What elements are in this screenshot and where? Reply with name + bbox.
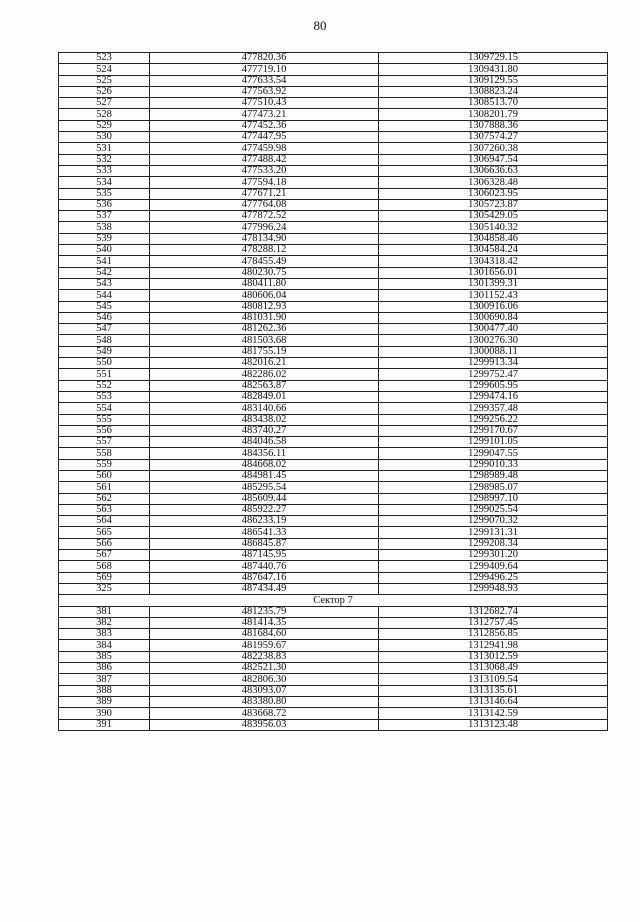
point-number-cell: 529 <box>59 120 150 131</box>
table-row <box>59 527 608 538</box>
y-coordinate-cell: 1306023.95 <box>379 188 608 199</box>
y-coordinate-cell: 1301399.31 <box>379 278 608 289</box>
table-row <box>59 561 608 572</box>
y-coordinate-cell: 1307888.36 <box>379 120 608 131</box>
point-number-cell: 387 <box>59 674 150 685</box>
y-coordinate-cell: 1307574.27 <box>379 132 608 143</box>
table-row <box>59 414 608 425</box>
x-coordinate-cell: 481414.35 <box>150 617 379 628</box>
point-number-cell: 382 <box>59 617 150 628</box>
table-row <box>59 470 608 481</box>
table-row <box>59 346 608 357</box>
point-number-cell: 533 <box>59 165 150 176</box>
point-number-cell: 563 <box>59 504 150 515</box>
y-coordinate-cell: 1300916.06 <box>379 301 608 312</box>
table-row <box>59 358 608 369</box>
point-number-cell: 381 <box>59 606 150 617</box>
point-number-cell: 539 <box>59 233 150 244</box>
point-number-cell: 566 <box>59 538 150 549</box>
point-number-cell: 562 <box>59 493 150 504</box>
y-coordinate-cell: 1313109.54 <box>379 674 608 685</box>
x-coordinate-cell: 477594.18 <box>150 177 379 188</box>
point-number-cell: 567 <box>59 550 150 561</box>
x-coordinate-cell: 484668.02 <box>150 459 379 470</box>
table-row <box>59 459 608 470</box>
table-row <box>59 312 608 323</box>
point-number-cell: 543 <box>59 278 150 289</box>
point-number-cell: 383 <box>59 629 150 640</box>
y-coordinate-cell: 1300477.40 <box>379 324 608 335</box>
table-row <box>59 278 608 289</box>
point-number-cell: 531 <box>59 143 150 154</box>
point-number-cell: 554 <box>59 403 150 414</box>
x-coordinate-cell: 477447.95 <box>150 132 379 143</box>
table-row <box>59 98 608 109</box>
x-coordinate-cell: 477473.21 <box>150 109 379 120</box>
x-coordinate-cell: 477820.36 <box>150 53 379 64</box>
coordinates-table <box>58 52 608 731</box>
table-row <box>59 120 608 131</box>
table-row <box>59 651 608 662</box>
point-number-cell: 523 <box>59 53 150 64</box>
x-coordinate-cell: 486541.33 <box>150 527 379 538</box>
x-coordinate-cell: 482849.01 <box>150 391 379 402</box>
x-coordinate-cell: 482521.30 <box>150 663 379 674</box>
y-coordinate-cell: 1298989.48 <box>379 470 608 481</box>
point-number-cell: 525 <box>59 75 150 86</box>
point-number-cell: 526 <box>59 86 150 97</box>
x-coordinate-cell: 477872.52 <box>150 211 379 222</box>
point-number-cell: 384 <box>59 640 150 651</box>
table-row <box>59 211 608 222</box>
y-coordinate-cell: 1305723.87 <box>379 199 608 210</box>
y-coordinate-cell: 1300276.30 <box>379 335 608 346</box>
x-coordinate-cell: 477996.24 <box>150 222 379 233</box>
point-number-cell: 530 <box>59 132 150 143</box>
x-coordinate-cell: 487434.49 <box>150 583 379 594</box>
y-coordinate-cell: 1312941.98 <box>379 640 608 651</box>
y-coordinate-cell: 1299752.47 <box>379 369 608 380</box>
point-number-cell: 561 <box>59 482 150 493</box>
table-row <box>59 245 608 256</box>
table-row <box>59 324 608 335</box>
table-row <box>59 109 608 120</box>
table-row <box>59 696 608 707</box>
y-coordinate-cell: 1313135.61 <box>379 685 608 696</box>
y-coordinate-cell: 1299474.16 <box>379 391 608 402</box>
y-coordinate-cell: 1309729.15 <box>379 53 608 64</box>
y-coordinate-cell: 1299170.67 <box>379 425 608 436</box>
section-title: Сектор 7 <box>59 595 608 606</box>
page-number: 80 <box>313 18 327 33</box>
point-number-cell: 552 <box>59 380 150 391</box>
table-row <box>59 75 608 86</box>
x-coordinate-cell: 482286.02 <box>150 369 379 380</box>
table-row <box>59 437 608 448</box>
y-coordinate-cell: 1313123.48 <box>379 719 608 730</box>
x-coordinate-cell: 481684.60 <box>150 629 379 640</box>
table-row <box>59 369 608 380</box>
x-coordinate-cell: 481755.19 <box>150 346 379 357</box>
x-coordinate-cell: 477452.36 <box>150 120 379 131</box>
point-number-cell: 551 <box>59 369 150 380</box>
y-coordinate-cell: 1300690.84 <box>379 312 608 323</box>
y-coordinate-cell: 1301656.01 <box>379 267 608 278</box>
x-coordinate-cell: 483956.03 <box>150 719 379 730</box>
y-coordinate-cell: 1299409.64 <box>379 561 608 572</box>
x-coordinate-cell: 478288.12 <box>150 245 379 256</box>
x-coordinate-cell: 477764.08 <box>150 199 379 210</box>
table-row <box>59 572 608 583</box>
y-coordinate-cell: 1308823.24 <box>379 86 608 97</box>
x-coordinate-cell: 477719.10 <box>150 64 379 75</box>
table-row <box>59 640 608 651</box>
x-coordinate-cell: 484046.58 <box>150 437 379 448</box>
x-coordinate-cell: 480230.75 <box>150 267 379 278</box>
table-row <box>59 335 608 346</box>
y-coordinate-cell: 1312757.45 <box>379 617 608 628</box>
x-coordinate-cell: 481959.67 <box>150 640 379 651</box>
point-number-cell: 556 <box>59 425 150 436</box>
table-row <box>59 256 608 267</box>
point-number-cell: 555 <box>59 414 150 425</box>
point-number-cell: 546 <box>59 312 150 323</box>
point-number-cell: 528 <box>59 109 150 120</box>
y-coordinate-cell: 1299208.34 <box>379 538 608 549</box>
y-coordinate-cell: 1309431.80 <box>379 64 608 75</box>
point-number-cell: 389 <box>59 696 150 707</box>
x-coordinate-cell: 478134.90 <box>150 233 379 244</box>
y-coordinate-cell: 1313146.64 <box>379 696 608 707</box>
x-coordinate-cell: 483093.07 <box>150 685 379 696</box>
table-row <box>59 493 608 504</box>
x-coordinate-cell: 481262.36 <box>150 324 379 335</box>
y-coordinate-cell: 1307260.38 <box>379 143 608 154</box>
table-row <box>59 516 608 527</box>
y-coordinate-cell: 1299357.48 <box>379 403 608 414</box>
table-row <box>59 165 608 176</box>
table-row <box>59 290 608 301</box>
table-row <box>59 504 608 515</box>
point-number-cell: 541 <box>59 256 150 267</box>
table-row <box>59 222 608 233</box>
point-number-cell: 325 <box>59 583 150 594</box>
point-number-cell: 569 <box>59 572 150 583</box>
x-coordinate-cell: 482016.21 <box>150 358 379 369</box>
table-row <box>59 188 608 199</box>
point-number-cell: 560 <box>59 470 150 481</box>
y-coordinate-cell: 1304584.24 <box>379 245 608 256</box>
point-number-cell: 550 <box>59 358 150 369</box>
y-coordinate-cell: 1299070.32 <box>379 516 608 527</box>
table-row <box>59 267 608 278</box>
y-coordinate-cell: 1299948.93 <box>379 583 608 594</box>
y-coordinate-cell: 1299913.34 <box>379 358 608 369</box>
table-row <box>59 86 608 97</box>
y-coordinate-cell: 1299101.05 <box>379 437 608 448</box>
y-coordinate-cell: 1305140.32 <box>379 222 608 233</box>
x-coordinate-cell: 480812.93 <box>150 301 379 312</box>
y-coordinate-cell: 1299605.95 <box>379 380 608 391</box>
x-coordinate-cell: 477533.20 <box>150 165 379 176</box>
x-coordinate-cell: 477671.21 <box>150 188 379 199</box>
x-coordinate-cell: 477510.43 <box>150 98 379 109</box>
table-row <box>59 53 608 64</box>
table-row <box>59 538 608 549</box>
table-row <box>59 301 608 312</box>
y-coordinate-cell: 1299025.54 <box>379 504 608 515</box>
point-number-cell: 540 <box>59 245 150 256</box>
point-number-cell: 564 <box>59 516 150 527</box>
point-number-cell: 524 <box>59 64 150 75</box>
y-coordinate-cell: 1308201.79 <box>379 109 608 120</box>
point-number-cell: 536 <box>59 199 150 210</box>
x-coordinate-cell: 481031.90 <box>150 312 379 323</box>
table-row <box>59 482 608 493</box>
table-row <box>59 617 608 628</box>
x-coordinate-cell: 481235.79 <box>150 606 379 617</box>
point-number-cell: 558 <box>59 448 150 459</box>
table-row <box>59 143 608 154</box>
table-row <box>59 380 608 391</box>
point-number-cell: 537 <box>59 211 150 222</box>
y-coordinate-cell: 1304858.46 <box>379 233 608 244</box>
table-row <box>59 132 608 143</box>
table-row <box>59 403 608 414</box>
table-row <box>59 391 608 402</box>
x-coordinate-cell: 485922.27 <box>150 504 379 515</box>
x-coordinate-cell: 477633.54 <box>150 75 379 86</box>
x-coordinate-cell: 481503.68 <box>150 335 379 346</box>
y-coordinate-cell: 1306328.48 <box>379 177 608 188</box>
y-coordinate-cell: 1305429.05 <box>379 211 608 222</box>
x-coordinate-cell: 478455.49 <box>150 256 379 267</box>
y-coordinate-cell: 1313142.59 <box>379 708 608 719</box>
x-coordinate-cell: 485295.54 <box>150 482 379 493</box>
x-coordinate-cell: 482238.83 <box>150 651 379 662</box>
table-row <box>59 674 608 685</box>
y-coordinate-cell: 1312682.74 <box>379 606 608 617</box>
table-row <box>59 663 608 674</box>
y-coordinate-cell: 1299131.31 <box>379 527 608 538</box>
point-number-cell: 538 <box>59 222 150 233</box>
table-row <box>59 606 608 617</box>
y-coordinate-cell: 1300088.11 <box>379 346 608 357</box>
x-coordinate-cell: 480411.80 <box>150 278 379 289</box>
x-coordinate-cell: 483668.72 <box>150 708 379 719</box>
x-coordinate-cell: 480606.04 <box>150 290 379 301</box>
point-number-cell: 532 <box>59 154 150 165</box>
x-coordinate-cell: 487145.95 <box>150 550 379 561</box>
point-number-cell: 553 <box>59 391 150 402</box>
x-coordinate-cell: 487647.16 <box>150 572 379 583</box>
x-coordinate-cell: 484981.45 <box>150 470 379 481</box>
point-number-cell: 559 <box>59 459 150 470</box>
point-number-cell: 390 <box>59 708 150 719</box>
point-number-cell: 565 <box>59 527 150 538</box>
y-coordinate-cell: 1306636.63 <box>379 165 608 176</box>
y-coordinate-cell: 1298985.07 <box>379 482 608 493</box>
point-number-cell: 386 <box>59 663 150 674</box>
table-row <box>59 199 608 210</box>
point-number-cell: 549 <box>59 346 150 357</box>
x-coordinate-cell: 483140.66 <box>150 403 379 414</box>
table-row <box>59 448 608 459</box>
point-number-cell: 545 <box>59 301 150 312</box>
point-number-cell: 385 <box>59 651 150 662</box>
table-row <box>59 708 608 719</box>
y-coordinate-cell: 1299010.33 <box>379 459 608 470</box>
x-coordinate-cell: 477459.98 <box>150 143 379 154</box>
point-number-cell: 557 <box>59 437 150 448</box>
point-number-cell: 544 <box>59 290 150 301</box>
x-coordinate-cell: 487440.76 <box>150 561 379 572</box>
table-row <box>59 154 608 165</box>
x-coordinate-cell: 482806.30 <box>150 674 379 685</box>
x-coordinate-cell: 483380.80 <box>150 696 379 707</box>
y-coordinate-cell: 1313068.49 <box>379 663 608 674</box>
x-coordinate-cell: 486845.87 <box>150 538 379 549</box>
point-number-cell: 548 <box>59 335 150 346</box>
point-number-cell: 527 <box>59 98 150 109</box>
y-coordinate-cell: 1299256.22 <box>379 414 608 425</box>
point-number-cell: 388 <box>59 685 150 696</box>
x-coordinate-cell: 477563.92 <box>150 86 379 97</box>
y-coordinate-cell: 1299496.25 <box>379 572 608 583</box>
x-coordinate-cell: 486233.19 <box>150 516 379 527</box>
y-coordinate-cell: 1301152.43 <box>379 290 608 301</box>
y-coordinate-cell: 1299301.20 <box>379 550 608 561</box>
table-row <box>59 177 608 188</box>
x-coordinate-cell: 485609.44 <box>150 493 379 504</box>
table-row <box>59 583 608 594</box>
x-coordinate-cell: 484356.11 <box>150 448 379 459</box>
section-header-row <box>59 595 608 606</box>
y-coordinate-cell: 1308513.70 <box>379 98 608 109</box>
point-number-cell: 542 <box>59 267 150 278</box>
y-coordinate-cell: 1313012.59 <box>379 651 608 662</box>
table-row <box>59 233 608 244</box>
point-number-cell: 534 <box>59 177 150 188</box>
table-row <box>59 425 608 436</box>
point-number-cell: 535 <box>59 188 150 199</box>
y-coordinate-cell: 1309129.55 <box>379 75 608 86</box>
y-coordinate-cell: 1306947.54 <box>379 154 608 165</box>
point-number-cell: 568 <box>59 561 150 572</box>
table-row <box>59 685 608 696</box>
y-coordinate-cell: 1304318.42 <box>379 256 608 267</box>
table-row <box>59 550 608 561</box>
x-coordinate-cell: 482563.87 <box>150 380 379 391</box>
table-row <box>59 64 608 75</box>
y-coordinate-cell: 1299047.55 <box>379 448 608 459</box>
y-coordinate-cell: 1298997.10 <box>379 493 608 504</box>
point-number-cell: 391 <box>59 719 150 730</box>
x-coordinate-cell: 483438.02 <box>150 414 379 425</box>
table-row <box>59 629 608 640</box>
table-row <box>59 719 608 730</box>
x-coordinate-cell: 477488.42 <box>150 154 379 165</box>
point-number-cell: 547 <box>59 324 150 335</box>
x-coordinate-cell: 483740.27 <box>150 425 379 436</box>
y-coordinate-cell: 1312856.85 <box>379 629 608 640</box>
